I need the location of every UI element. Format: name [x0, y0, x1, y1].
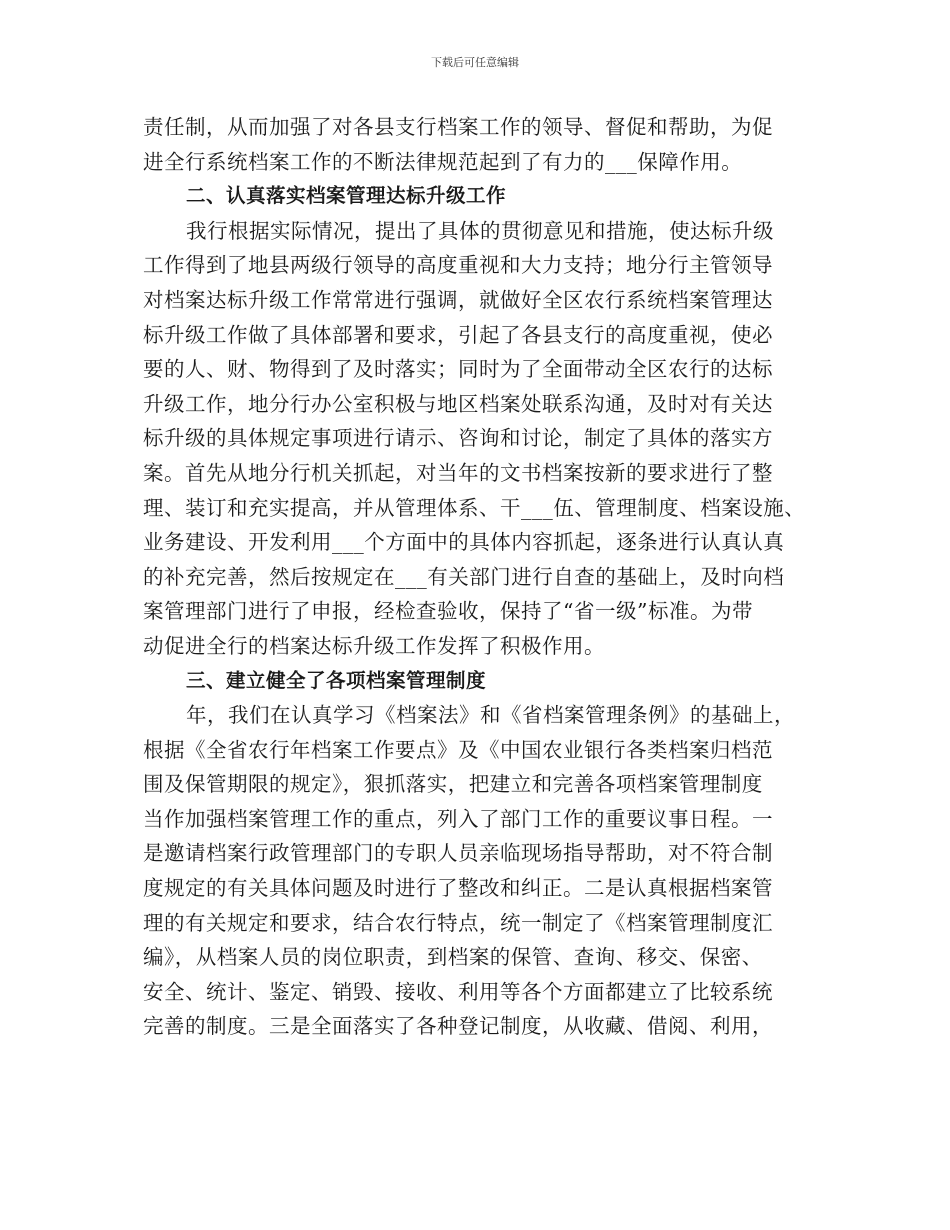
text-line: 理、装订和充实提高，并从管理体系、干___伍、管理制度、档案设施、: [143, 495, 806, 520]
text-line: 当作加强档案管理工作的重点，列入了部门工作的重要议事日程。一: [143, 806, 773, 831]
text-line: 案管理部门进行了申报，经检查验收，保持了“省一级”标准。为带: [143, 599, 753, 624]
text-line: 进全行系统档案工作的不断法律规范起到了有力的___保障作用。: [143, 149, 743, 174]
text-line: 安全、统计、鉴定、销毁、接收、利用等各个方面都建立了比较系统: [143, 979, 773, 1004]
text-line: 我行根据实际情况，提出了具体的贯彻意见和措施，使达标升级: [186, 218, 774, 243]
page-header: 下载后可任意编辑: [431, 56, 519, 69]
text-line: 的补充完善，然后按规定在___有关部门进行自查的基础上，及时向档: [143, 564, 785, 589]
text-line: 升级工作，地分行办公室积极与地区档案处联系沟通，及时对有关达: [143, 391, 773, 416]
section-heading: 二、认真落实档案管理达标升级工作: [186, 184, 507, 208]
text-line: 标升级工作做了具体部署和要求，引起了各县支行的高度重视，使必: [143, 322, 773, 347]
text-line: 案。首先从地分行机关抓起，对当年的文书档案按新的要求进行了整: [143, 460, 773, 485]
section-heading: 三、建立健全了各项档案管理制度: [186, 668, 487, 692]
text-line: 年，我们在认真学习《档案法》和《省档案管理条例》的基础上，: [186, 703, 795, 728]
text-line: 编》，从档案人员的岗位职责，到档案的保管、查询、移交、保密、: [143, 945, 763, 970]
text-line: 业务建设、开发利用___个方面中的具体内容抓起，逐条进行认真认真: [143, 530, 785, 555]
text-line: 要的人、财、物得到了及时落实；同时为了全面带动全区农行的达标: [143, 357, 773, 382]
text-line: 动促进全行的档案达标升级工作发挥了积极作用。: [143, 633, 605, 658]
text-line: 标升级的具体规定事项进行请示、咨询和讨论，制定了具体的落实方: [143, 426, 773, 451]
text-line: 是邀请档案行政管理部门的专职人员亲临现场指导帮助，对不符合制: [143, 841, 773, 866]
text-line: 完善的制度。三是全面落实了各种登记制度，从收藏、借阅、利用，: [143, 1014, 773, 1039]
text-line: 对档案达标升级工作常常进行强调，就做好全区农行系统档案管理达: [143, 287, 773, 312]
text-line: 度规定的有关具体问题及时进行了整改和纠正。二是认真根据档案管: [143, 876, 773, 901]
text-line: 根据《全省农行年档案工作要点》及《中国农业银行各类档案归档范: [143, 737, 773, 762]
document-body: [143, 110, 823, 1044]
text-line: 工作得到了地县两级行领导的高度重视和大力支持；地分行主管领导: [143, 253, 773, 278]
text-line: 理的有关规定和要求，结合农行特点，统一制定了《档案管理制度汇: [143, 910, 773, 935]
text-line: 围及保管期限的规定》，狠抓落实，把建立和完善各项档案管理制度: [143, 772, 763, 797]
text-line: 责任制，从而加强了对各县支行档案工作的领导、督促和帮助，为促: [143, 115, 773, 139]
